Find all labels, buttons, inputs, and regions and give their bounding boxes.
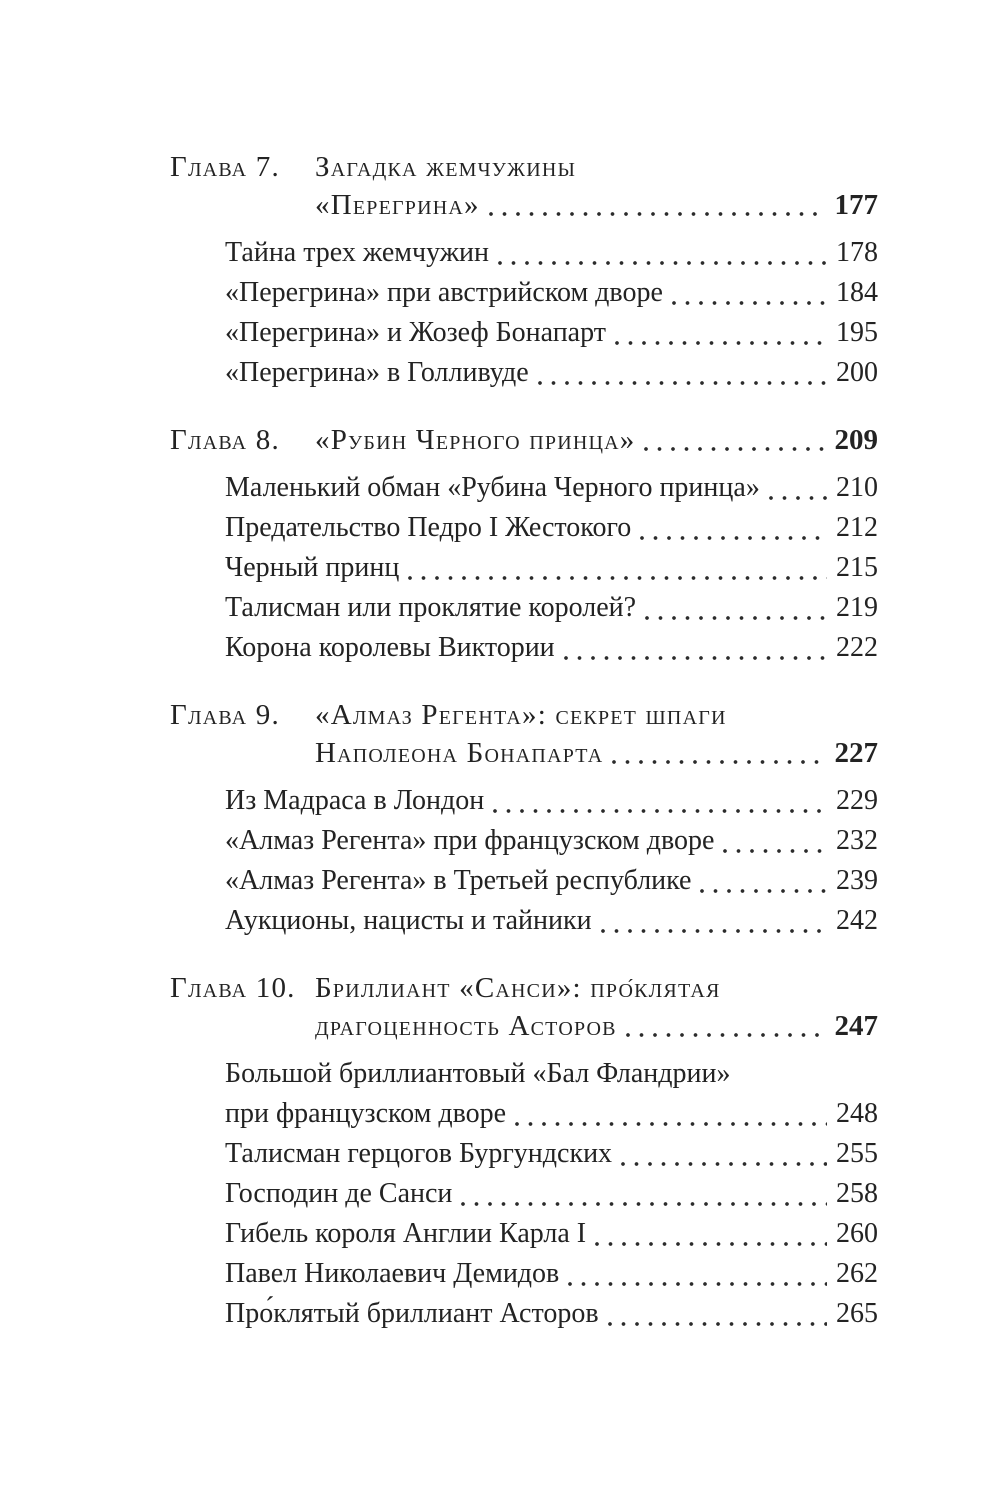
chapter-title-line: «Рубин Черного принца» [315,424,636,456]
toc-entry [225,353,878,393]
toc-chapter-8 [170,421,878,668]
chapter-title [315,696,878,772]
toc-entry [225,468,878,508]
chapter-title-line: драгоценность Асторов [315,1010,617,1042]
dot-leader [640,536,827,540]
chapter-heading [170,969,878,1045]
dot-leader [626,1033,826,1037]
dot-leader [700,889,827,893]
dot-leader [493,809,827,813]
chapter-heading [170,696,878,772]
dot-leader [595,1242,827,1246]
chapter-title [315,969,878,1045]
chapter-label: Глава 8. [170,424,280,456]
chapter-heading [170,148,878,224]
entry-page-number: 222 [836,632,878,663]
chapter-title-line: Бриллиант «Санси»: про́клятая [315,972,721,1004]
entry-title: Из Мадраса в Лондон [225,785,485,816]
entry-page-number: 255 [836,1138,878,1169]
chapter-title-line: «Алмаз Регента»: секрет шпаги [315,699,727,731]
chapter-title-row [315,186,878,224]
chapter-page-number: 177 [834,189,878,221]
dot-leader [515,1122,827,1126]
toc-entry [225,901,878,941]
chapter-title [315,421,878,459]
entry-page-number: 260 [836,1218,878,1249]
chapter-title [315,148,878,224]
entry-page-number: 184 [836,277,878,308]
entry-page-number: 200 [836,357,878,388]
chapter-title-line: «Перегрина» [315,189,480,221]
chapter-page-number: 227 [834,737,878,769]
entry-title: «Перегрина» и Жозеф Бонапарт [225,317,606,348]
entry-title-line: при французском дворе [225,1098,507,1129]
toc-chapter-7 [170,148,878,393]
dot-leader [608,1322,827,1326]
toc-chapter-9 [170,696,878,941]
entry-title-row [225,1094,878,1134]
chapter-entries [225,781,878,941]
toc-chapter-10 [170,969,878,1334]
entry-page-number: 229 [836,785,878,816]
entry-title: Тайна трех жемчужин [225,237,490,268]
toc-entry [225,1294,878,1334]
toc-entry [225,1214,878,1254]
entry-title: Аукционы, нацисты и тайники [225,905,592,936]
entry-title: Павел Николаевич Демидов [225,1258,560,1289]
dot-leader [672,301,827,305]
entry-title: Маленький обман «Рубина Черного принца» [225,472,760,503]
entry-title: Талисман или проклятие королей? [225,592,637,623]
entry-title: Предательство Педро I Жестокого [225,512,632,543]
dot-leader [489,212,826,216]
chapter-label: Глава 9. [170,699,280,731]
dot-leader [538,381,827,385]
dot-leader [461,1202,827,1206]
entry-title: Корона королевы Виктории [225,632,555,663]
entry-page-number: 232 [836,825,878,856]
entry-page-number: 265 [836,1298,878,1329]
entry-title: Большой бриллиантовый «Бал Фландрии» [225,1058,731,1089]
entry-page-number: 210 [836,472,878,503]
chapter-label: Глава 10. [170,972,296,1004]
dot-leader [644,447,825,451]
entry-title: Талисман герцогов Бургундских [225,1138,613,1169]
entry-title: «Перегрина» в Голливуде [225,357,529,388]
entry-page-number: 215 [836,552,878,583]
dot-leader [621,1162,827,1166]
entry-title: Про́клятый бриллиант Асторов [225,1298,599,1329]
entry-title: Господин де Санси [225,1178,453,1209]
dot-leader [723,849,827,853]
dot-leader [498,261,827,265]
entry-page-number: 219 [836,592,878,623]
toc-entry [225,313,878,353]
chapter-page-number: 247 [834,1010,878,1042]
entry-title: «Перегрина» при австрийском дворе [225,277,663,308]
dot-leader [568,1282,827,1286]
entry-title: «Алмаз Регента» в Третьей республике [225,865,692,896]
dot-leader [769,496,827,500]
chapter-title-line: Загадка жемчужины [315,151,577,183]
dot-leader [615,341,827,345]
dot-leader [645,616,827,620]
toc-entry [225,861,878,901]
toc-entry [225,1174,878,1214]
toc-entry [225,233,878,273]
toc-entry [225,548,878,588]
entry-page-number: 178 [836,237,878,268]
chapter-title-row [315,734,878,772]
dot-leader [408,576,827,580]
chapter-title-row [315,421,878,459]
entry-page-number: 242 [836,905,878,936]
toc-entry [225,781,878,821]
entry-page-number: 258 [836,1178,878,1209]
toc-entry [225,273,878,313]
toc-entry [225,508,878,548]
toc-entry [225,1254,878,1294]
entry-page-number: 248 [836,1098,878,1129]
toc-entry [225,1054,878,1134]
chapter-heading [170,421,878,459]
entry-title: «Алмаз Регента» при французском дворе [225,825,715,856]
dot-leader [601,929,827,933]
table-of-contents [170,148,878,1334]
entry-page-number: 212 [836,512,878,543]
toc-entry [225,588,878,628]
toc-entry [225,628,878,668]
entry-page-number: 239 [836,865,878,896]
chapter-entries [225,1054,878,1334]
chapter-entries [225,468,878,668]
chapter-title-row [315,1007,878,1045]
toc-entry [225,1134,878,1174]
entry-page-number: 262 [836,1258,878,1289]
chapter-label: Глава 7. [170,151,280,183]
toc-entry [225,821,878,861]
dot-leader [612,760,825,764]
entry-title: Гибель короля Англии Карла I [225,1218,587,1249]
chapter-entries [225,233,878,393]
entry-page-number: 195 [836,317,878,348]
chapter-page-number: 209 [834,424,878,456]
dot-leader [564,656,827,660]
entry-title: Черный принц [225,552,400,583]
chapter-title-line: Наполеона Бонапарта [315,737,604,769]
